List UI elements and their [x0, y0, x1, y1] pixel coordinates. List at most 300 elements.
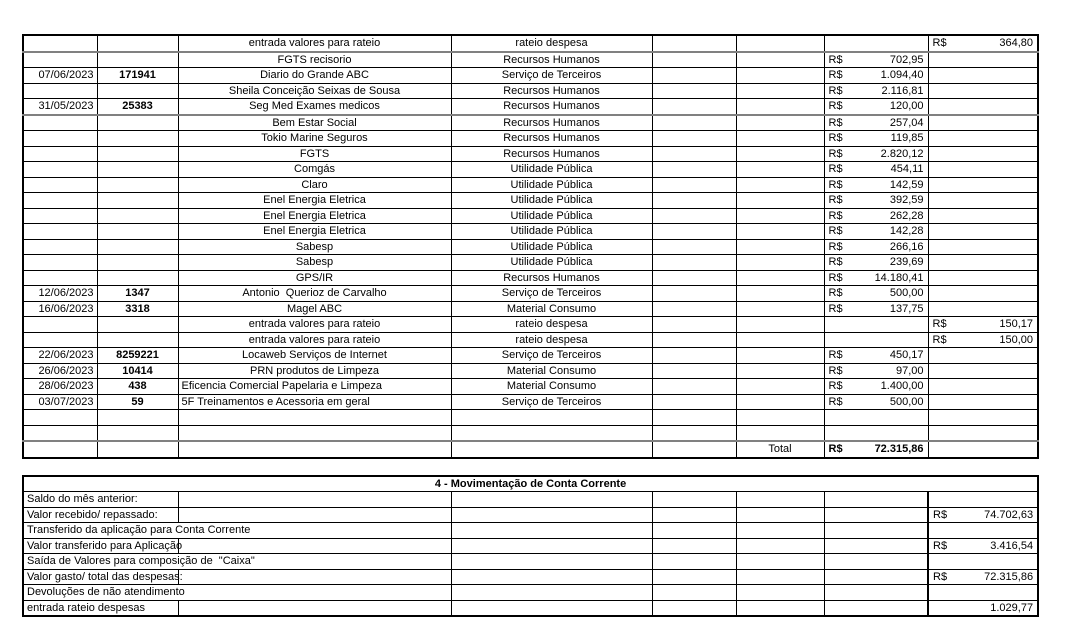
cell-amount: [824, 68, 928, 84]
cell-doc-number: 1347: [97, 286, 178, 302]
cell-blank: [451, 569, 652, 585]
cell-blank: [652, 410, 736, 426]
cell-date: [23, 52, 97, 68]
amount-value: 2.820,12: [880, 147, 924, 160]
cell-blank: [178, 441, 451, 458]
cell-rateio-amount: [928, 83, 1038, 99]
currency-symbol: R$: [828, 132, 843, 144]
expense-table: [22, 34, 1039, 459]
amount-value: 2.116,81: [881, 84, 924, 97]
cell-rateio-amount: [928, 379, 1038, 395]
expense-row: [23, 379, 1038, 395]
cell-category: Recursos Humanos: [451, 115, 652, 131]
cell-rateio-amount: [928, 99, 1038, 115]
cell-doc-number: [97, 224, 178, 240]
cell-blank: [736, 270, 824, 286]
cell-blank: [736, 146, 824, 162]
cell-amount: [824, 348, 928, 364]
cell-description: [178, 425, 451, 441]
cell-category: Material Consumo: [451, 301, 652, 317]
amount-value: 150,17: [999, 318, 1033, 330]
cell-amount: [824, 162, 928, 178]
cell-category: Recursos Humanos: [451, 99, 652, 115]
cell-blank: [824, 569, 928, 585]
expense-row: [23, 224, 1038, 240]
cell-blank: [652, 523, 736, 539]
cell-amount: [824, 286, 928, 302]
cell-rateio-amount: [928, 348, 1038, 364]
expense-row: [23, 162, 1038, 178]
account-movement-table: [22, 475, 1039, 618]
cell-blank: [736, 301, 824, 317]
cell-amount: [824, 317, 928, 333]
account-row: [23, 523, 1038, 539]
cell-rateio-amount: [928, 115, 1038, 131]
cell-rateio-amount: [928, 35, 1038, 52]
expense-row: [23, 35, 1038, 52]
cell-description: Sabesp: [178, 239, 451, 255]
cell-date: [23, 193, 97, 209]
cell-blank: [824, 600, 928, 616]
account-row: [23, 554, 1038, 570]
cell-rateio-amount: [928, 301, 1038, 317]
currency-symbol: R$: [828, 256, 843, 268]
cell-date: 03/07/2023: [23, 394, 97, 410]
cell-amount: 1.029,77: [928, 600, 1038, 616]
cell-blank: [652, 441, 736, 458]
cell-blank: [178, 492, 451, 508]
expense-row: [23, 68, 1038, 84]
cell-rateio-amount: [928, 410, 1038, 426]
cell-label: Valor transferido para Aplicação: [23, 538, 178, 554]
currency-symbol: R$: [828, 395, 843, 408]
amount-value: 702,95: [889, 53, 924, 66]
cell-blank: [652, 585, 736, 601]
cell-date: [23, 332, 97, 348]
cell-amount: [824, 177, 928, 193]
cell-blank: [736, 425, 824, 441]
expense-row: [23, 52, 1038, 68]
cell-blank: [652, 177, 736, 193]
cell-blank: [652, 35, 736, 52]
cell-amount: [824, 332, 928, 348]
cell-description: FGTS recisorio: [178, 52, 451, 68]
cell-blank: [652, 317, 736, 333]
cell-blank: [652, 363, 736, 379]
cell-date: [23, 146, 97, 162]
cell-blank: [652, 146, 736, 162]
cell-blank: [178, 600, 451, 616]
cell-category: [451, 425, 652, 441]
expense-row: [23, 301, 1038, 317]
cell-blank: [928, 441, 1038, 458]
cell-amount: [824, 379, 928, 395]
cell-category: Utilidade Pública: [451, 239, 652, 255]
cell-rateio-amount: [928, 270, 1038, 286]
cell-blank: [736, 379, 824, 395]
currency-symbol: R$: [828, 84, 843, 97]
cell-amount: [824, 83, 928, 99]
cell-blank: [824, 554, 928, 570]
cell-description: Sheila Conceição Seixas de Sousa: [178, 83, 451, 99]
cell-blank: [736, 600, 824, 616]
cell-category: Recursos Humanos: [451, 270, 652, 286]
currency-symbol: R$: [828, 194, 843, 206]
cell-blank: [736, 394, 824, 410]
currency-symbol: R$: [828, 349, 843, 361]
cell-category: Recursos Humanos: [451, 83, 652, 99]
cell-amount: [824, 99, 928, 115]
cell-blank: [652, 239, 736, 255]
expense-row: [23, 394, 1038, 410]
cell-blank: [652, 208, 736, 224]
cell-description: Diario do Grande ABC: [178, 68, 451, 84]
cell-date: [23, 410, 97, 426]
cell-label: Devoluções de não atendimento: [23, 585, 451, 601]
cell-blank: [652, 554, 736, 570]
amount-value: 262,28: [889, 209, 924, 222]
cell-category: Utilidade Pública: [451, 255, 652, 271]
expense-row: [23, 115, 1038, 131]
expense-row: [23, 208, 1038, 224]
cell-amount: [824, 363, 928, 379]
cell-date: [23, 115, 97, 131]
currency-symbol: R$: [828, 302, 843, 315]
cell-date: [23, 35, 97, 52]
cell-date: 28/06/2023: [23, 379, 97, 395]
cell-blank: [928, 492, 1038, 508]
cell-amount: [824, 208, 928, 224]
cell-blank: [736, 255, 824, 271]
cell-rateio-amount: [928, 146, 1038, 162]
cell-description: Sabesp: [178, 255, 451, 271]
cell-description: Antonio Querioz de Carvalho: [178, 286, 451, 302]
cell-rateio-amount: [928, 239, 1038, 255]
cell-blank: [736, 99, 824, 115]
cell-blank: [652, 115, 736, 131]
amount-value: 257,04: [889, 116, 924, 129]
cell-description: entrada valores para rateio: [178, 332, 451, 348]
cell-doc-number: 25383: [97, 99, 178, 115]
cell-doc-number: [97, 177, 178, 193]
cell-category: Utilidade Pública: [451, 208, 652, 224]
cell-blank: [736, 208, 824, 224]
cell-date: [23, 317, 97, 333]
cell-blank: [451, 554, 652, 570]
cell-description: Claro: [178, 177, 451, 193]
cell-rateio-amount: [928, 193, 1038, 209]
account-row: [23, 585, 1038, 601]
cell-blank: [736, 35, 824, 52]
cell-doc-number: [97, 239, 178, 255]
amount-value: 142,28: [889, 225, 924, 237]
cell-blank: [736, 286, 824, 302]
account-table-header-row: [23, 476, 1038, 492]
cell-description: 5F Treinamentos e Acessoria em geral: [178, 394, 451, 410]
currency-symbol: R$: [932, 333, 947, 346]
cell-blank: [451, 585, 652, 601]
amount-value: 500,00: [889, 395, 924, 408]
cell-category: rateio despesa: [451, 332, 652, 348]
currency-symbol: R$: [828, 178, 843, 191]
currency-symbol: R$: [828, 443, 843, 455]
cell-amount: [824, 52, 928, 68]
cell-description: entrada valores para rateio: [178, 35, 451, 52]
report-page: [22, 34, 1037, 617]
cell-description: PRN produtos de Limpeza: [178, 363, 451, 379]
cell-category: Utilidade Pública: [451, 177, 652, 193]
cell-amount: [824, 193, 928, 209]
currency-symbol: R$: [932, 318, 947, 330]
amount-value: 239,69: [889, 256, 924, 268]
expense-total-row: [23, 441, 1038, 458]
expense-row: [23, 270, 1038, 286]
cell-doc-number: [97, 317, 178, 333]
currency-symbol: R$: [828, 69, 843, 81]
account-row: [23, 569, 1038, 585]
cell-category: Material Consumo: [451, 379, 652, 395]
cell-blank: [736, 177, 824, 193]
cell-rateio-amount: [928, 286, 1038, 302]
cell-blank: [178, 569, 451, 585]
cell-blank: [736, 332, 824, 348]
cell-blank: [97, 441, 178, 458]
amount-value: 142,59: [889, 178, 924, 191]
expense-row: [23, 177, 1038, 193]
cell-label: Saldo do mês anterior:: [23, 492, 178, 508]
account-row: [23, 600, 1038, 616]
cell-blank: [928, 585, 1038, 601]
cell-description: GPS/IR: [178, 270, 451, 286]
cell-rateio-amount: [928, 255, 1038, 271]
cell-rateio-amount: [928, 208, 1038, 224]
currency-symbol: R$: [828, 364, 843, 377]
cell-doc-number: [97, 332, 178, 348]
cell-doc-number: [97, 83, 178, 99]
cell-doc-number: 171941: [97, 68, 178, 84]
cell-doc-number: [97, 162, 178, 178]
cell-description: Tokio Marine Seguros: [178, 131, 451, 147]
cell-blank: [652, 394, 736, 410]
cell-date: [23, 177, 97, 193]
cell-blank: [824, 585, 928, 601]
cell-rateio-amount: [928, 177, 1038, 193]
amount-value: 392,59: [889, 194, 924, 206]
cell-amount: [928, 538, 1038, 554]
cell-amount: [824, 131, 928, 147]
cell-blank: [736, 538, 824, 554]
cell-date: 07/06/2023: [23, 68, 97, 84]
expense-row: [23, 348, 1038, 364]
cell-blank: [736, 83, 824, 99]
cell-doc-number: [97, 35, 178, 52]
cell-category: [451, 410, 652, 426]
cell-description: Enel Energia Eletrica: [178, 224, 451, 240]
cell-blank: [736, 317, 824, 333]
cell-description: [178, 410, 451, 426]
cell-date: 22/06/2023: [23, 348, 97, 364]
cell-date: [23, 270, 97, 286]
cell-blank: [652, 600, 736, 616]
amount-value: 266,16: [889, 240, 924, 253]
cell-blank: [736, 193, 824, 209]
account-table-title: 4 - Movimentação de Conta Corrente: [23, 476, 1038, 492]
cell-blank: [824, 538, 928, 554]
amount-value: 74.702,63: [984, 508, 1034, 521]
cell-blank: [652, 83, 736, 99]
cell-category: Serviço de Terceiros: [451, 286, 652, 302]
cell-doc-number: [97, 410, 178, 426]
cell-rateio-amount: [928, 162, 1038, 178]
amount-value: 364,80: [999, 37, 1033, 49]
currency-symbol: R$: [828, 100, 843, 112]
cell-blank: [451, 507, 652, 523]
cell-amount: [824, 301, 928, 317]
account-row: [23, 492, 1038, 508]
cell-blank: [736, 363, 824, 379]
cell-blank: [736, 162, 824, 178]
currency-symbol: R$: [828, 271, 843, 284]
cell-blank: [178, 538, 451, 554]
expense-row: [23, 99, 1038, 115]
cell-description: Eficencia Comercial Papelaria e Limpeza: [178, 379, 451, 395]
cell-blank: [652, 348, 736, 364]
cell-blank: [736, 507, 824, 523]
cell-rateio-amount: [928, 131, 1038, 147]
expense-row: [23, 83, 1038, 99]
cell-blank: [824, 523, 928, 539]
cell-blank: [652, 425, 736, 441]
cell-blank: [652, 99, 736, 115]
cell-category: Utilidade Pública: [451, 193, 652, 209]
cell-blank: [928, 523, 1038, 539]
amount-value: 500,00: [889, 287, 924, 299]
cell-amount: [824, 410, 928, 426]
cell-description: Enel Energia Eletrica: [178, 208, 451, 224]
cell-doc-number: [97, 115, 178, 131]
cell-blank: [451, 492, 652, 508]
cell-description: Enel Energia Eletrica: [178, 193, 451, 209]
total-label: Total: [736, 441, 824, 458]
cell-category: Serviço de Terceiros: [451, 394, 652, 410]
expense-row: [23, 131, 1038, 147]
cell-doc-number: [97, 193, 178, 209]
expense-row: [23, 363, 1038, 379]
cell-date: 12/06/2023: [23, 286, 97, 302]
cell-blank: [736, 239, 824, 255]
amount-value: 150,00: [999, 333, 1033, 346]
cell-blank: [652, 379, 736, 395]
cell-label: Saída de Valores para composição de "Caixa": [23, 554, 451, 570]
cell-amount: [824, 255, 928, 271]
currency-symbol: R$: [828, 116, 843, 129]
cell-amount: [824, 35, 928, 52]
cell-blank: [652, 131, 736, 147]
cell-date: [23, 255, 97, 271]
cell-rateio-amount: [928, 317, 1038, 333]
cell-description: Magel ABC: [178, 301, 451, 317]
cell-label: Valor recebido/ repassado:: [23, 507, 178, 523]
cell-blank: [23, 441, 97, 458]
cell-blank: [652, 68, 736, 84]
cell-doc-number: [97, 146, 178, 162]
expense-row: [23, 317, 1038, 333]
cell-amount: [824, 394, 928, 410]
cell-description: FGTS: [178, 146, 451, 162]
cell-amount: [928, 569, 1038, 585]
cell-category: rateio despesa: [451, 35, 652, 52]
cell-blank: [652, 332, 736, 348]
cell-blank: [736, 52, 824, 68]
cell-description: entrada valores para rateio: [178, 317, 451, 333]
cell-category: Serviço de Terceiros: [451, 68, 652, 84]
expense-row: [23, 332, 1038, 348]
currency-symbol: R$: [932, 37, 947, 49]
currency-symbol: R$: [828, 53, 843, 66]
cell-date: 31/05/2023: [23, 99, 97, 115]
cell-description: Locaweb Serviços de Internet: [178, 348, 451, 364]
cell-blank: [652, 193, 736, 209]
cell-amount: [928, 507, 1038, 523]
cell-description: Bem Estar Social: [178, 115, 451, 131]
cell-doc-number: [97, 131, 178, 147]
cell-blank: [451, 523, 652, 539]
cell-blank: [451, 538, 652, 554]
cell-description: Comgás: [178, 162, 451, 178]
cell-blank: [652, 286, 736, 302]
expense-row: [23, 425, 1038, 441]
amount-value: 137,75: [889, 302, 924, 315]
cell-blank: [652, 569, 736, 585]
cell-blank: [736, 131, 824, 147]
amount-value: 3.416,54: [990, 539, 1034, 552]
cell-category: Serviço de Terceiros: [451, 348, 652, 364]
cell-blank: [451, 441, 652, 458]
cell-blank: [736, 68, 824, 84]
currency-symbol: R$: [933, 570, 948, 583]
cell-amount: [824, 270, 928, 286]
cell-amount: [824, 146, 928, 162]
cell-blank: [652, 162, 736, 178]
cell-category: Utilidade Pública: [451, 224, 652, 240]
cell-amount: [824, 425, 928, 441]
cell-amount: [824, 239, 928, 255]
currency-symbol: R$: [933, 539, 948, 552]
cell-label: entrada rateio despesas: [23, 600, 178, 616]
cell-blank: [736, 224, 824, 240]
cell-doc-number: [97, 52, 178, 68]
cell-label: Transferido da aplicação para Conta Corrente: [23, 523, 451, 539]
account-row: [23, 507, 1038, 523]
cell-doc-number: 3318: [97, 301, 178, 317]
amount-value: 97,00: [895, 364, 924, 377]
cell-blank: [178, 507, 451, 523]
cell-blank: [652, 224, 736, 240]
cell-blank: [736, 554, 824, 570]
cell-date: 26/06/2023: [23, 363, 97, 379]
amount-value: 72.315,86: [874, 443, 924, 455]
account-row: [23, 538, 1038, 554]
cell-blank: [736, 523, 824, 539]
currency-symbol: R$: [933, 508, 948, 521]
expense-row: [23, 286, 1038, 302]
total-amount: [824, 441, 928, 458]
currency-symbol: R$: [828, 380, 843, 392]
cell-category: rateio despesa: [451, 317, 652, 333]
cell-blank: [652, 301, 736, 317]
cell-rateio-amount: [928, 363, 1038, 379]
cell-date: [23, 224, 97, 240]
